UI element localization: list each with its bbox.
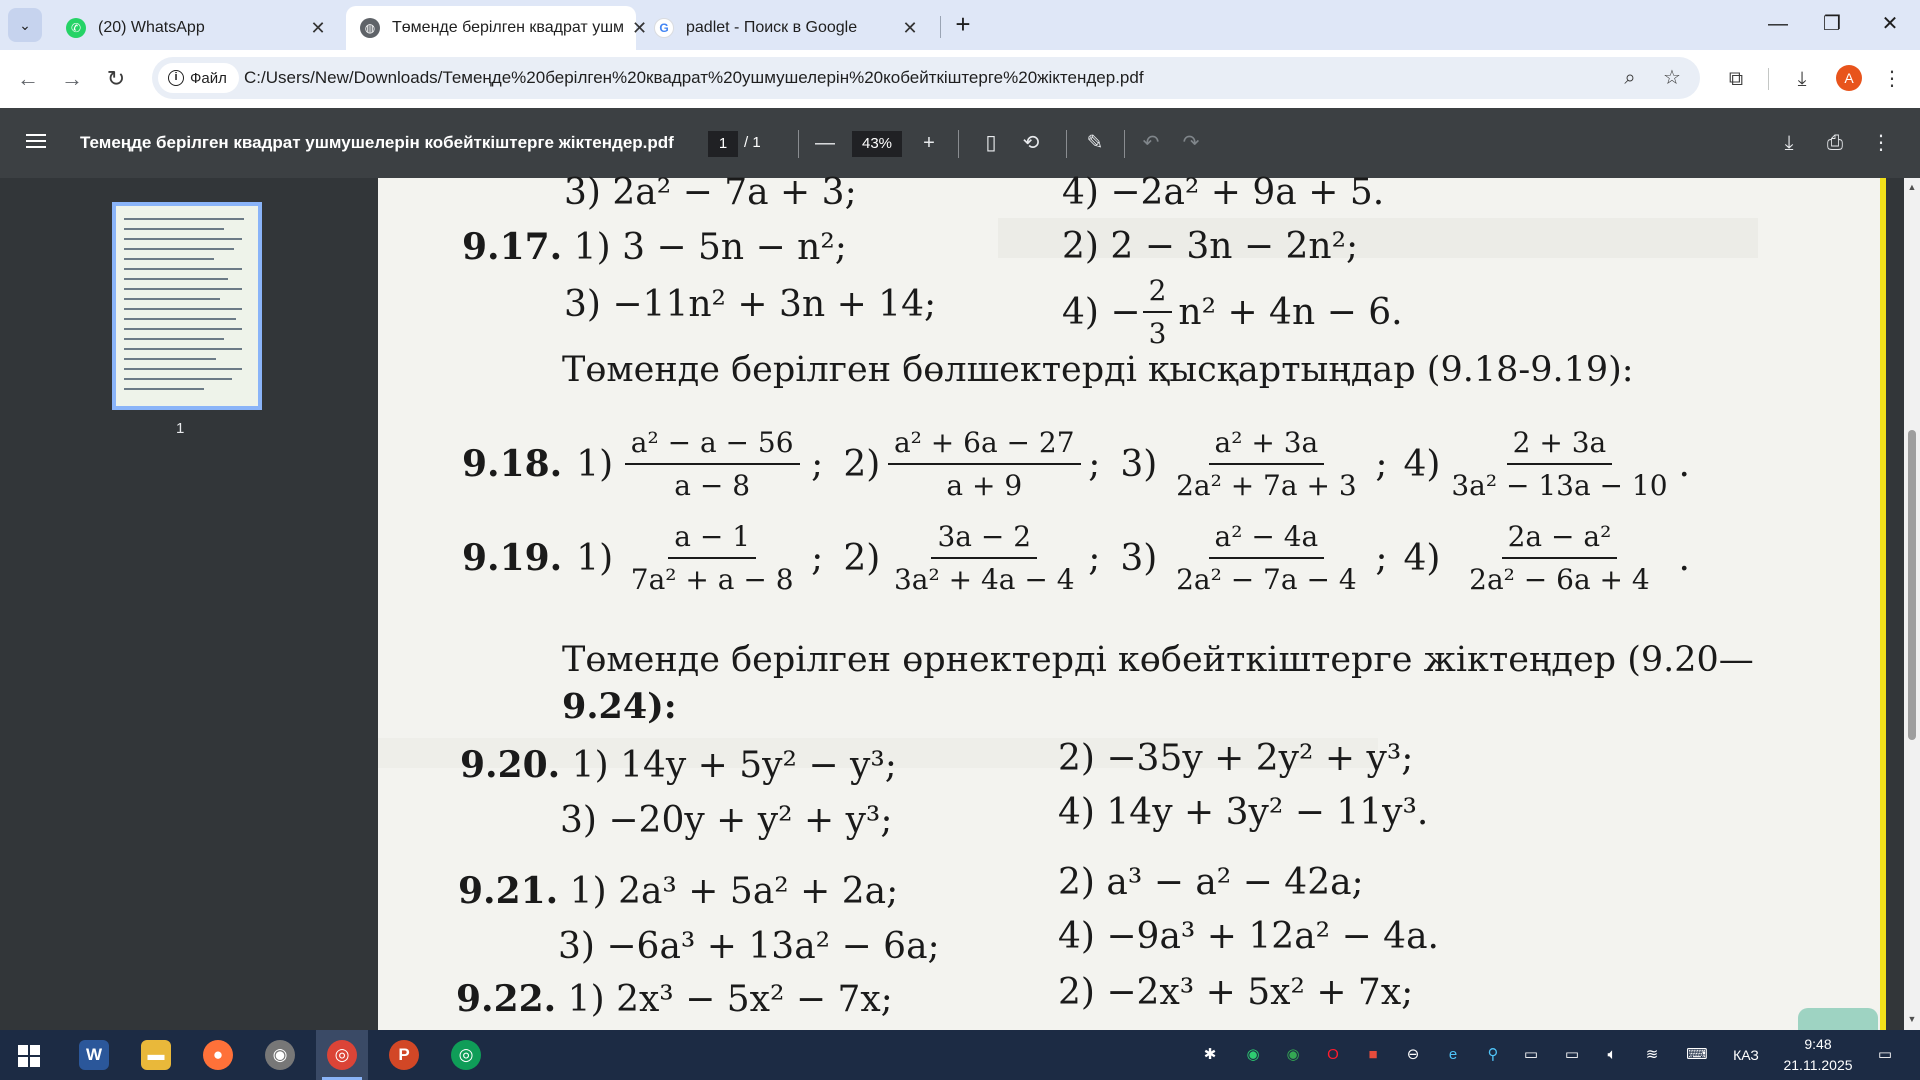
fraction-numerator: a − 1 — [668, 520, 756, 559]
redo-icon: ↷ — [1182, 132, 1200, 154]
item-label: 2) — [843, 443, 881, 485]
globe-icon: ◍ — [360, 18, 380, 38]
scroll-up-arrow-icon[interactable]: ▲ — [1907, 182, 1917, 192]
separator: ; — [811, 537, 824, 579]
download-button[interactable] — [1774, 128, 1804, 158]
tray-app-icon[interactable]: ⊖ — [1406, 1046, 1420, 1063]
clock[interactable] — [1778, 1034, 1858, 1076]
separator: ; — [1375, 443, 1388, 485]
problem-row-9-19 — [462, 520, 1690, 596]
chrome-icon: ◎ — [327, 1040, 357, 1070]
tray-app-icon[interactable]: ■ — [1368, 1046, 1378, 1063]
plus-icon: + — [955, 9, 971, 39]
zoom-in-button[interactable] — [914, 128, 944, 158]
tab-title: padlet - Поиск в Google — [686, 19, 858, 36]
zoom-input[interactable]: 43% — [852, 131, 902, 157]
word-icon: W — [79, 1040, 109, 1070]
tab-divider — [940, 16, 941, 38]
page-thumbnail[interactable] — [112, 202, 262, 410]
item-label: 4) — [1403, 443, 1441, 485]
problem-row — [460, 744, 897, 786]
bookmark-star-icon[interactable]: ☆ — [1663, 67, 1681, 89]
close-icon: ✕ — [1881, 13, 1899, 35]
fraction-denominator: 2a² − 6a + 4 — [1469, 563, 1650, 596]
opera-icon[interactable]: O — [1327, 1046, 1339, 1063]
info-icon: i — [168, 70, 184, 86]
problem-row — [458, 870, 898, 912]
fraction — [617, 426, 807, 502]
wifi-icon[interactable]: ≋ — [1645, 1046, 1659, 1063]
problem-number: 9.19. — [462, 537, 563, 579]
scroll-down-arrow-icon[interactable]: ▼ — [1907, 1014, 1917, 1024]
fraction — [884, 520, 1084, 596]
fraction — [1444, 520, 1674, 596]
toolbar-divider — [1124, 130, 1125, 158]
separator: . — [1678, 443, 1690, 485]
separator: ; — [1088, 443, 1101, 485]
problem-row — [456, 978, 893, 1020]
extensions-icon[interactable]: ⧉ — [1728, 68, 1744, 90]
tab-pdf[interactable] — [346, 6, 648, 50]
taskbar-chrome[interactable] — [316, 1030, 368, 1080]
page-edge-highlight — [1880, 178, 1886, 1030]
problem-number: 9.17. — [462, 226, 563, 268]
fraction — [1444, 426, 1674, 502]
separator: ; — [1088, 537, 1101, 579]
problem-line: 3) 2a² − 7a + 3; — [564, 172, 857, 213]
windows-start-icon[interactable] — [18, 1045, 40, 1067]
fit-page-icon: ▯ — [985, 132, 997, 154]
page-number-input[interactable]: 1 — [708, 131, 738, 157]
fraction-numerator: 2 — [1143, 274, 1173, 313]
minus-icon: — — [815, 132, 835, 154]
fraction-numerator: a² + 6a − 27 — [888, 426, 1081, 465]
problem-line: 2) a³ − a² − 42a; — [1058, 862, 1364, 903]
location-icon[interactable]: ⚲ — [1487, 1046, 1499, 1063]
problem-line: 2) −35y + 2y² + y³; — [1058, 738, 1414, 779]
fraction-denominator: 7a² + a − 8 — [630, 563, 794, 596]
fraction — [1161, 520, 1371, 596]
fraction-denominator: 3a² − 13a − 10 — [1451, 469, 1668, 502]
url-text[interactable]: C:/Users/New/Downloads/Темеңде%20берілген%20квадрат%20ушмушелерін%20кобейткіштерге%20жіктендер.pdf — [244, 68, 1144, 87]
problem-number: 9.21. — [458, 870, 559, 912]
rotate-icon: ⟲ — [1022, 132, 1040, 154]
tray-app-icon[interactable]: e — [1448, 1046, 1458, 1063]
firefox-icon: ● — [203, 1040, 233, 1070]
arrow-left-icon: ← — [17, 66, 39, 91]
zoom-out-button[interactable] — [810, 128, 840, 158]
chevron-down-icon: ⌄ — [19, 16, 31, 33]
bluetooth-icon[interactable]: ✱ — [1203, 1046, 1217, 1063]
tab-google-search[interactable] — [640, 6, 934, 50]
problem-text: 1) 3 − 5n − n²; — [573, 227, 847, 268]
close-window-button[interactable] — [1870, 8, 1910, 40]
tab-title: (20) WhatsApp — [98, 19, 205, 36]
problem-line: 2) 2 − 3n − 2n²; — [1062, 226, 1359, 267]
separator: ; — [1375, 537, 1388, 579]
clock-time: 9:48 — [1804, 1036, 1832, 1052]
fit-page-button[interactable] — [976, 128, 1006, 158]
item-label: 1) — [576, 443, 614, 485]
minimize-button[interactable] — [1758, 8, 1798, 40]
more-vert-icon: ⋮ — [1871, 132, 1891, 154]
download-icon: ⤓ — [1784, 132, 1794, 154]
problem-line: 2) −2x³ + 5x² + 7x; — [1058, 972, 1414, 1013]
windows-taskbar — [0, 1030, 1920, 1080]
undo-icon: ↶ — [1142, 132, 1160, 154]
close-icon[interactable]: ✕ — [632, 17, 648, 38]
scrollbar-thumb[interactable] — [1908, 430, 1916, 740]
close-icon[interactable]: ✕ — [310, 17, 326, 38]
pdf-title: Темеңде берілген квадрат ушмушелерін кобейткіштерге жіктендер.pdf — [80, 133, 674, 152]
pdf-toolbar — [0, 108, 1920, 178]
battery-icon[interactable]: ▭ — [1564, 1046, 1580, 1063]
address-bar[interactable] — [152, 57, 1700, 99]
restore-button[interactable] — [1812, 8, 1852, 40]
fraction-numerator: 2a − a² — [1502, 520, 1618, 559]
site-info-chip[interactable] — [158, 63, 239, 93]
problem-text: n² + 4n − 6. — [1178, 291, 1403, 333]
annotate-button[interactable] — [1080, 128, 1110, 158]
toolbar-divider — [1066, 130, 1067, 158]
powerpoint-icon: P — [389, 1040, 419, 1070]
forward-button[interactable] — [56, 63, 88, 95]
problem-line: 4) −2a² + 9a + 5. — [1062, 172, 1385, 213]
redo-button[interactable] — [1176, 128, 1206, 158]
problem-row-9-18 — [462, 426, 1690, 502]
page-total: / 1 — [744, 134, 761, 151]
back-button[interactable] — [12, 63, 44, 95]
arrow-right-icon: → — [61, 66, 83, 91]
problem-number: 9.22. — [456, 978, 557, 1020]
network-device-icon[interactable]: ▭ — [1523, 1046, 1539, 1063]
problem-number: 9.20. — [460, 744, 561, 786]
print-icon: ⎙ — [1827, 132, 1843, 154]
tab-strip — [0, 0, 1920, 50]
problem-text: 1) 14y + 5y² − y³; — [571, 745, 897, 786]
problem-line: 3) −11n² + 3n + 14; — [564, 284, 937, 325]
section-heading: Төменде берілген өрнектерді көбейткіштерге жіктеңдер (9.20— — [562, 640, 1754, 680]
tab-title: Төменде берілген квадрат ушм — [392, 19, 625, 36]
pdf-more-button[interactable] — [1866, 128, 1896, 158]
problem-line: 3) −20y + y² + y³; — [560, 800, 893, 841]
vertical-scrollbar[interactable] — [1904, 178, 1920, 1030]
rotate-button[interactable] — [1016, 128, 1046, 158]
section-heading-cont: 9.24): — [562, 686, 677, 727]
fraction — [1143, 274, 1173, 350]
item-label: 1) — [576, 537, 614, 579]
new-tab-button[interactable] — [948, 10, 978, 40]
print-button[interactable] — [1820, 128, 1850, 158]
reload-icon: ↻ — [106, 66, 126, 91]
problem-label: 4) − — [1062, 291, 1141, 333]
taskbar-word[interactable] — [68, 1030, 120, 1080]
toolbar-divider — [798, 130, 799, 158]
problem-text: 1) 2x³ − 5x² − 7x; — [567, 979, 893, 1020]
more-menu-icon[interactable]: ⋮ — [1882, 68, 1902, 90]
separator: ; — [811, 443, 824, 485]
media-player-icon: ◉ — [265, 1040, 295, 1070]
close-icon[interactable]: ✕ — [902, 17, 918, 38]
taskbar-firefox[interactable] — [192, 1030, 244, 1080]
fraction-numerator: a² + 3a — [1209, 426, 1325, 465]
fraction-numerator: a² − 4a — [1209, 520, 1325, 559]
item-label: 2) — [843, 537, 881, 579]
problem-line: 4) −9a³ + 12a² − 4a. — [1058, 916, 1439, 957]
item-label: 3) — [1120, 443, 1158, 485]
problem-row — [462, 226, 847, 268]
document-viewport[interactable] — [376, 172, 1904, 1030]
input-language[interactable]: КАЗ — [1733, 1047, 1759, 1063]
problem-text: 1) 2a³ + 5a² + 2a; — [569, 871, 899, 912]
thumbnail-preview — [116, 206, 258, 406]
problem-row — [1062, 274, 1403, 350]
zoom-icon[interactable]: ⌕ — [1624, 67, 1636, 89]
fraction-denominator: 2a² + 7a + 3 — [1176, 469, 1357, 502]
fraction-denominator: 2a² − 7a − 4 — [1176, 563, 1357, 596]
fraction — [1161, 426, 1371, 502]
fraction-numerator: 3a − 2 — [931, 520, 1037, 559]
clock-date: 21.11.2025 — [1783, 1057, 1853, 1073]
tab-whatsapp[interactable] — [52, 6, 342, 50]
taskbar-chrome-profile[interactable] — [440, 1030, 492, 1080]
toolbar-divider — [1768, 68, 1769, 90]
fraction-denominator: a − 8 — [674, 469, 751, 502]
profile-avatar[interactable]: A — [1836, 65, 1862, 91]
downloads-icon[interactable]: ⤓ — [1797, 68, 1807, 90]
notifications-icon[interactable]: ▭ — [1877, 1046, 1893, 1063]
taskbar-media[interactable] — [254, 1030, 306, 1080]
fraction-numerator: a² − a − 56 — [625, 426, 800, 465]
fraction-numerator: 2 + 3a — [1507, 426, 1613, 465]
sidebar-menu-icon[interactable] — [26, 130, 52, 156]
chip-label: Файл — [190, 69, 227, 87]
taskbar-file-explorer[interactable] — [130, 1030, 182, 1080]
undo-button[interactable] — [1136, 128, 1166, 158]
tab-search-button[interactable] — [8, 8, 42, 42]
volume-icon[interactable]: 🔈︎ — [1607, 1046, 1617, 1063]
folder-icon: ▬ — [141, 1040, 171, 1070]
problem-number: 9.18. — [462, 443, 563, 485]
plus-icon: + — [923, 132, 935, 154]
fraction-denominator: 3 — [1148, 317, 1167, 350]
separator: . — [1678, 537, 1690, 579]
fraction-denominator: 3a² + 4a − 4 — [893, 563, 1075, 596]
google-icon: G — [654, 18, 674, 38]
toolbar-divider — [958, 130, 959, 158]
tray-app-icon[interactable]: ◉ — [1246, 1046, 1260, 1063]
section-heading: Төменде берілген бөлшектерді қысқартыңдар (9.18-9.19): — [562, 350, 1634, 390]
tray-app-icon[interactable]: ◉ — [1286, 1046, 1300, 1063]
taskbar-powerpoint[interactable] — [378, 1030, 430, 1080]
whatsapp-icon: ✆ — [66, 18, 86, 38]
minimize-icon: — — [1768, 13, 1788, 35]
fraction — [884, 426, 1084, 502]
reload-button[interactable] — [100, 63, 132, 95]
problem-line: 3) −6a³ + 13a² − 6a; — [558, 926, 940, 967]
item-label: 3) — [1120, 537, 1158, 579]
page-corner-shape — [1798, 1008, 1878, 1030]
item-label: 4) — [1403, 537, 1441, 579]
browser-toolbar — [0, 50, 1920, 108]
pen-icon: ✎ — [1086, 132, 1104, 154]
keyboard-icon[interactable]: ⌨ — [1686, 1046, 1708, 1063]
problem-line: 4) 14y + 3y² − 11y³. — [1058, 792, 1429, 833]
thumbnail-sidebar — [0, 178, 376, 1030]
chrome-icon: ◎ — [451, 1040, 481, 1070]
fraction-denominator: a + 9 — [946, 469, 1023, 502]
pdf-page — [378, 172, 1886, 1030]
restore-icon: ❐ — [1823, 13, 1841, 35]
fraction — [617, 520, 807, 596]
thumbnail-page-label: 1 — [176, 420, 185, 437]
